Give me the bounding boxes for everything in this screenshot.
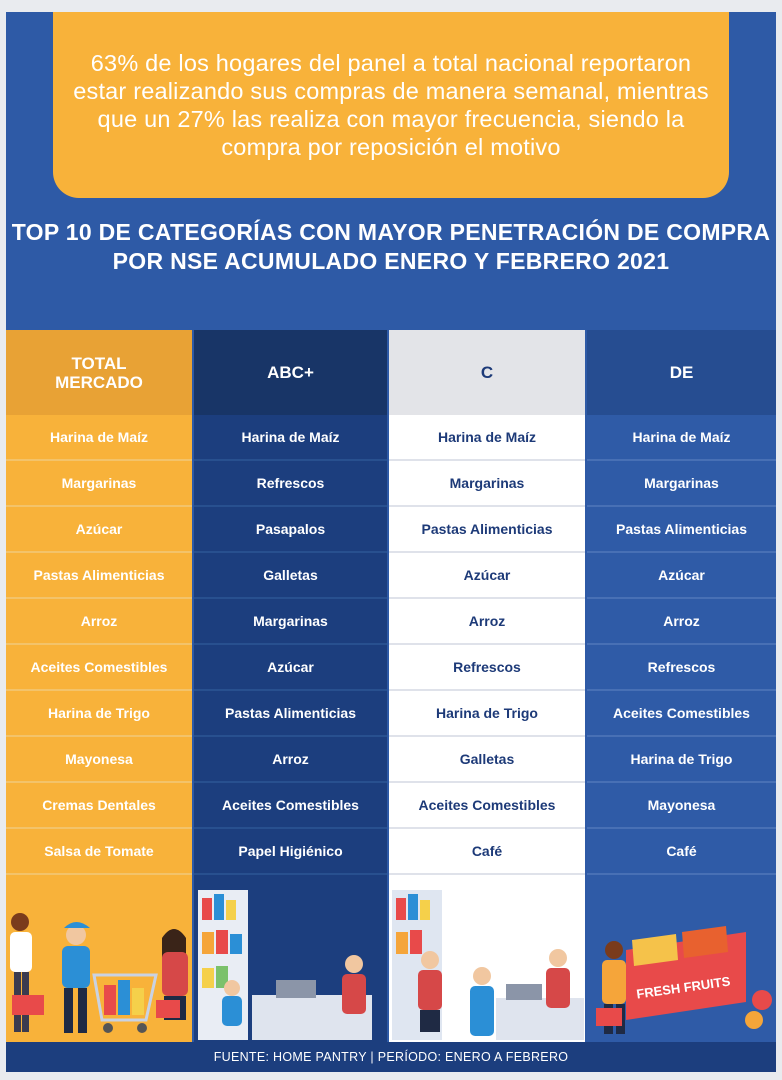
table-cell: Harina de Trigo bbox=[587, 737, 776, 783]
table-cell: Harina de Maíz bbox=[587, 415, 776, 461]
column-header: ABC+ bbox=[194, 330, 387, 415]
stall-sign: FRESH FRUITS bbox=[635, 973, 732, 1002]
shopping-illustration bbox=[6, 880, 776, 1042]
table-cell: Arroz bbox=[587, 599, 776, 645]
table-cell: Arroz bbox=[194, 737, 387, 783]
table-cell: Margarinas bbox=[587, 461, 776, 507]
table-cell: Harina de Trigo bbox=[389, 691, 585, 737]
table-cell: Aceites Comestibles bbox=[6, 645, 192, 691]
table-cell: Pastas Alimenticias bbox=[587, 507, 776, 553]
table-cell: Aceites Comestibles bbox=[587, 691, 776, 737]
summary-banner bbox=[53, 12, 729, 198]
shoppers-cart-icon bbox=[10, 913, 188, 1033]
source-text: FUENTE: HOME PANTRY | PERÍODO: ENERO A FEBRERO bbox=[213, 1050, 569, 1064]
table-cell: Cremas Dentales bbox=[6, 783, 192, 829]
table-cell: Refrescos bbox=[389, 645, 585, 691]
checkout-counter-icon bbox=[392, 890, 584, 1040]
table-cell: Harina de Maíz bbox=[6, 415, 192, 461]
table-cell: Pastas Alimenticias bbox=[389, 507, 585, 553]
table-cell: Harina de Maíz bbox=[194, 415, 387, 461]
table-cell: Pastas Alimenticias bbox=[6, 553, 192, 599]
table-cell: Arroz bbox=[6, 599, 192, 645]
table-cell: Azúcar bbox=[6, 507, 192, 553]
source-footer bbox=[6, 1042, 776, 1072]
table-cell: Aceites Comestibles bbox=[194, 783, 387, 829]
table-cell: Salsa de Tomate bbox=[6, 829, 192, 875]
table-cell: Galletas bbox=[389, 737, 585, 783]
column-header: TOTAL MERCADO bbox=[6, 330, 192, 415]
column-header: DE bbox=[587, 330, 776, 415]
table-cell: Azúcar bbox=[194, 645, 387, 691]
table-cell: Mayonesa bbox=[587, 783, 776, 829]
table-cell: Azúcar bbox=[587, 553, 776, 599]
table-cell: Margarinas bbox=[194, 599, 387, 645]
table-cell: Margarinas bbox=[6, 461, 192, 507]
table-cell: Margarinas bbox=[389, 461, 585, 507]
table-cell: Aceites Comestibles bbox=[389, 783, 585, 829]
summary-text: 63% de los hogares del panel a total nacional reportaron estar realizando sus compras de manera semanal, mientras que un 27% las realiza con mayor frecuencia, siendo la compra por reposición el motivo bbox=[73, 50, 709, 160]
table-cell: Refrescos bbox=[194, 461, 387, 507]
table-cell: Galletas bbox=[194, 553, 387, 599]
title-text: TOP 10 DE CATEGORÍAS CON MAYOR PENETRACIÓN DE COMPRA POR NSE ACUMULADO ENERO Y FEBRERO 2021 bbox=[11, 219, 771, 274]
table-cell: Pastas Alimenticias bbox=[194, 691, 387, 737]
fruit-stall-icon bbox=[596, 926, 772, 1034]
infographic-title bbox=[6, 218, 776, 276]
column-header: C bbox=[389, 330, 585, 415]
store-shelf-icon bbox=[198, 890, 372, 1040]
table-cell: Mayonesa bbox=[6, 737, 192, 783]
table-cell: Arroz bbox=[389, 599, 585, 645]
table-cell: Harina de Trigo bbox=[6, 691, 192, 737]
table-cell: Azúcar bbox=[389, 553, 585, 599]
table-cell: Refrescos bbox=[587, 645, 776, 691]
table-cell: Café bbox=[587, 829, 776, 875]
table-cell: Pasapalos bbox=[194, 507, 387, 553]
table-cell: Café bbox=[389, 829, 585, 875]
infographic bbox=[6, 12, 776, 1072]
table-cell: Papel Higiénico bbox=[194, 829, 387, 875]
table-cell: Harina de Maíz bbox=[389, 415, 585, 461]
